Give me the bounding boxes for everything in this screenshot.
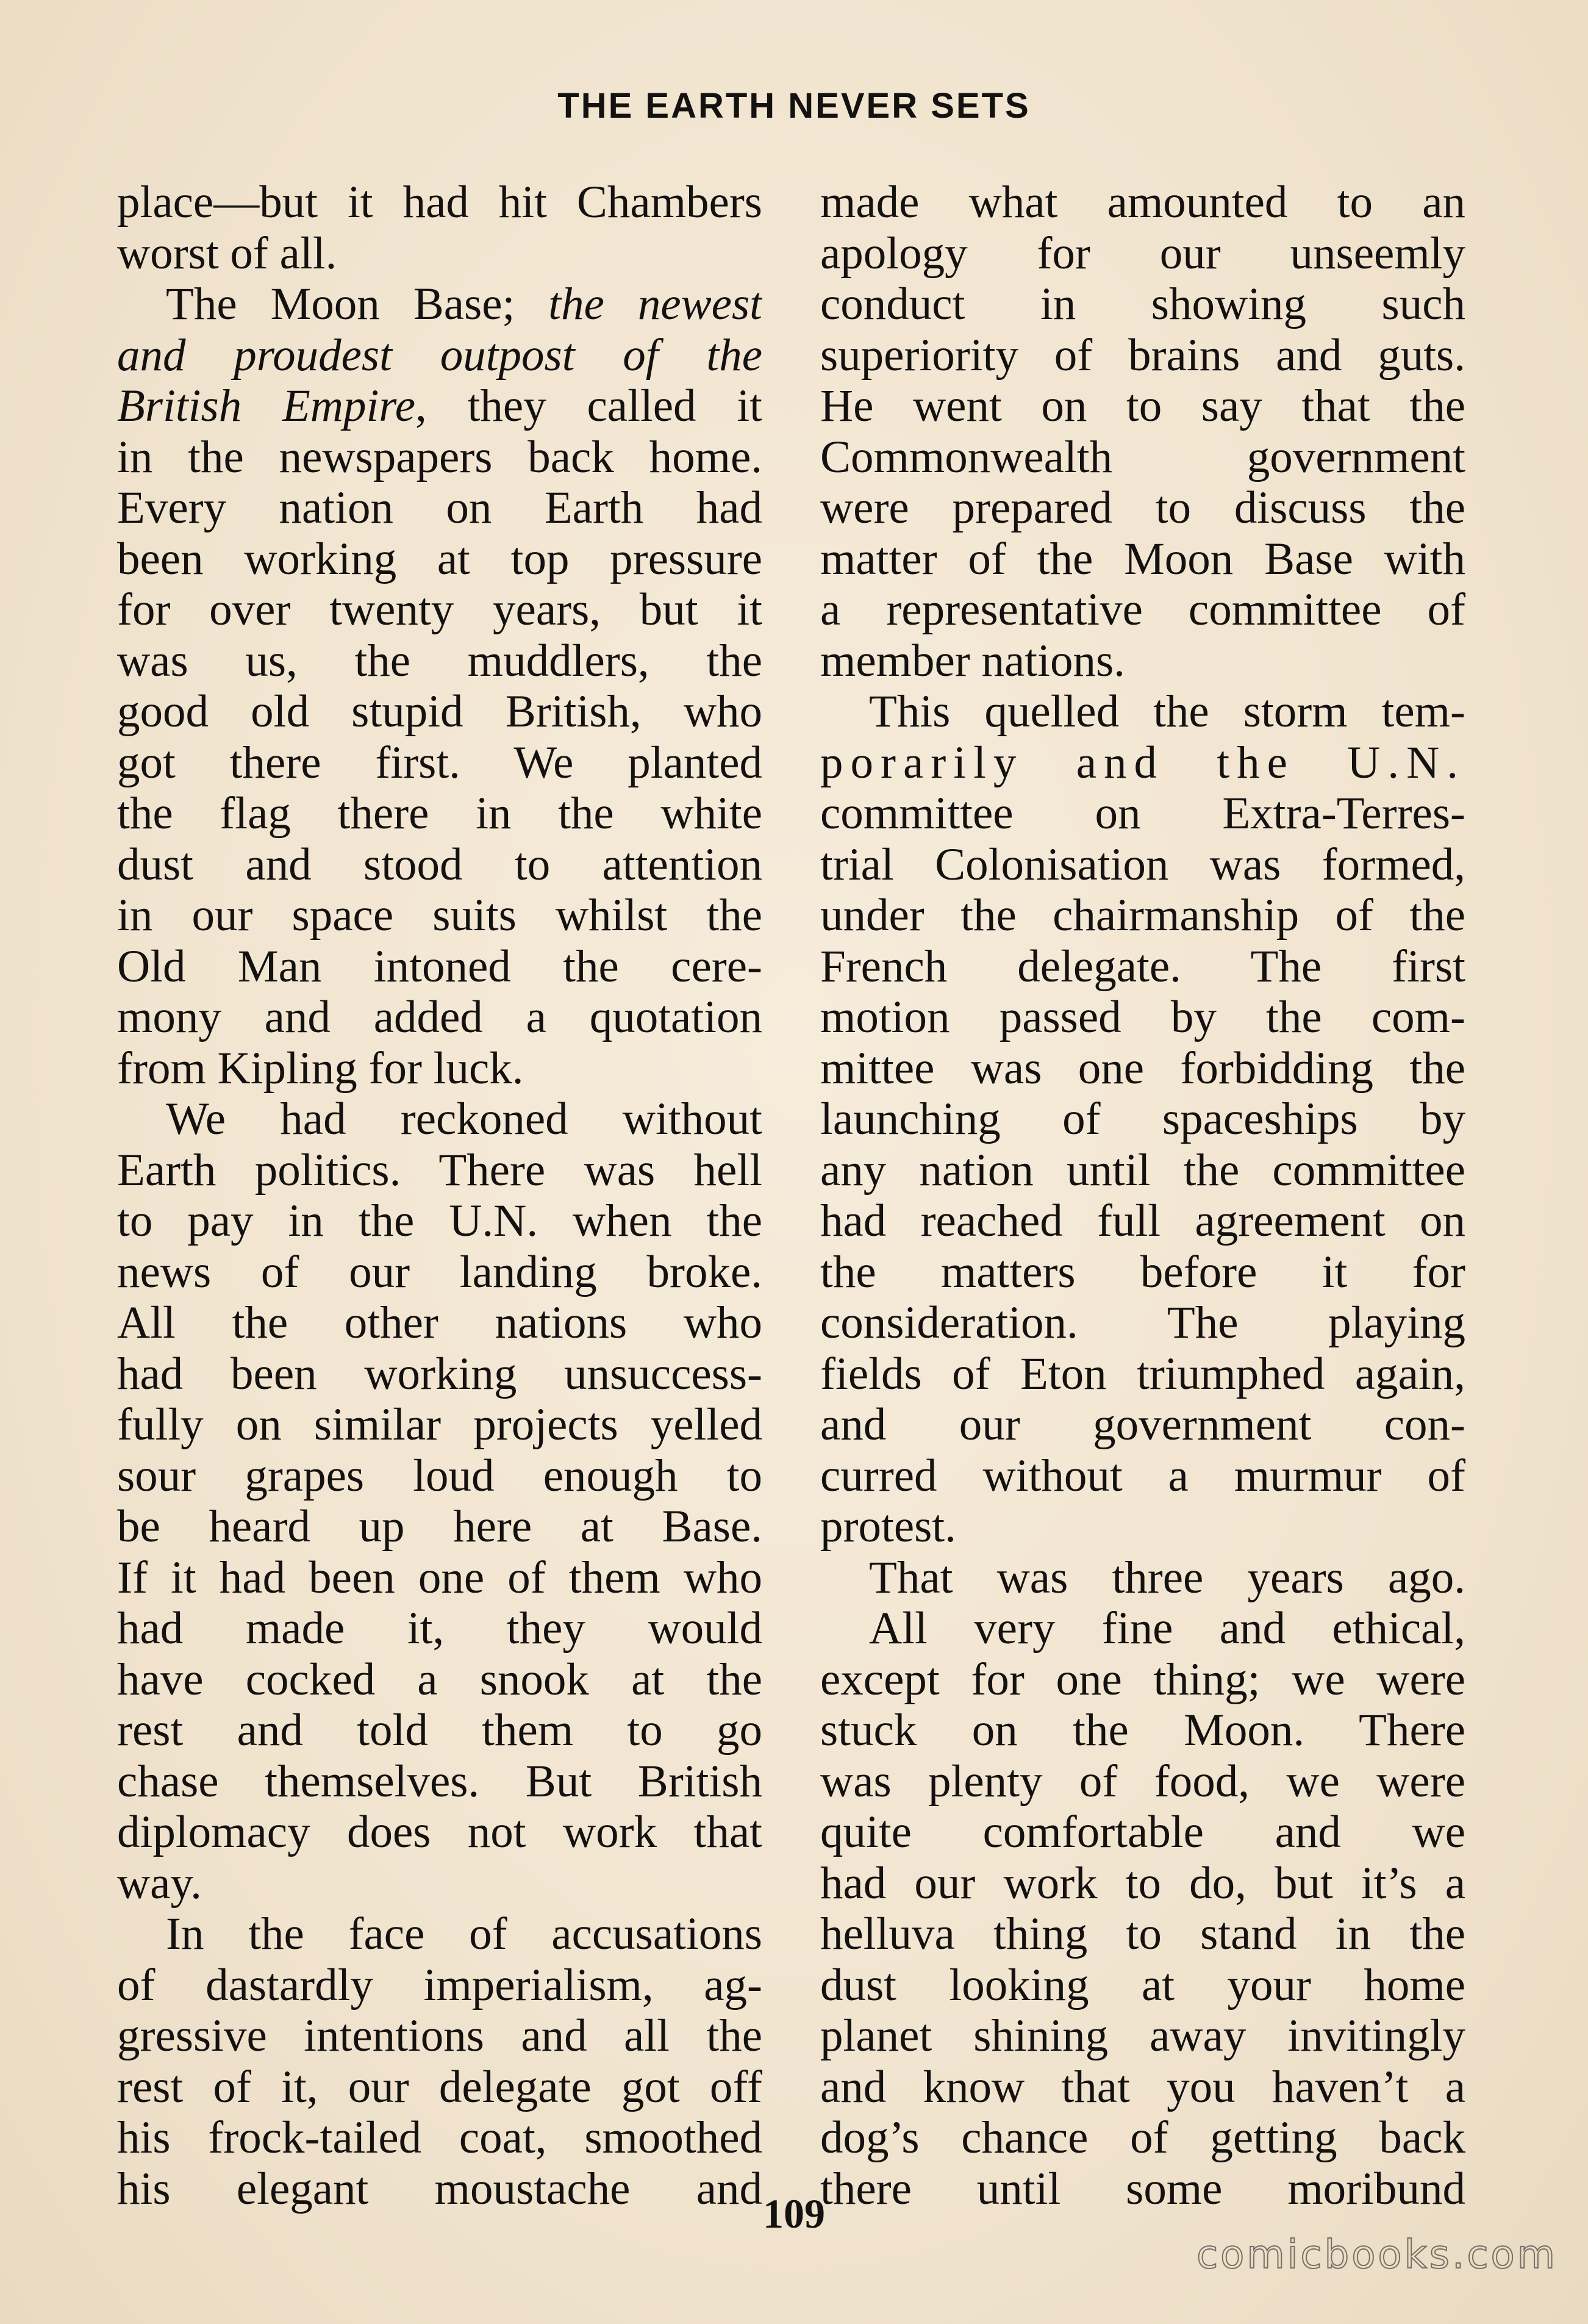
text-line: been working at top pressure bbox=[117, 533, 762, 584]
text-line: got there first. We planted bbox=[117, 737, 762, 788]
text-line: Commonwealth government bbox=[820, 431, 1465, 482]
text-line: was us, the muddlers, the bbox=[117, 635, 762, 686]
text-line: diplomacy does not work that bbox=[117, 1807, 762, 1857]
text-line: of dastardly imperialism, ag- bbox=[117, 1959, 762, 2010]
text-line: rest and told them to go bbox=[117, 1705, 762, 1756]
text-line: curred without a murmur of bbox=[820, 1450, 1465, 1501]
text-line: launching of spaceships by bbox=[820, 1094, 1465, 1144]
text-line: committee on Extra-Terres- bbox=[820, 788, 1465, 839]
text-line: member nations. bbox=[820, 635, 1125, 686]
italic-text: and proudest outpost of the bbox=[117, 329, 762, 381]
text-line: trial Colonisation was formed, bbox=[820, 839, 1465, 890]
text-line: This quelled the storm tem- bbox=[869, 686, 1465, 737]
running-title: THE EARTH NEVER SETS bbox=[557, 86, 1031, 126]
right-text-column bbox=[820, 177, 1465, 2214]
text-line: We had reckoned without bbox=[166, 1094, 762, 1144]
text-run: The Moon Base; bbox=[166, 279, 549, 329]
text-line: rest of it, our delegate got off bbox=[117, 2061, 762, 2112]
text-line: conduct in showing such bbox=[820, 279, 1465, 329]
text-line: have cocked a snook at the bbox=[117, 1654, 762, 1705]
text-line: had reached full agreement on bbox=[820, 1196, 1465, 1246]
text-line: mittee was one forbidding the bbox=[820, 1042, 1465, 1094]
watermark-logo: comicbooks.com bbox=[1196, 2233, 1558, 2278]
text-line: consideration. The playing bbox=[820, 1297, 1465, 1348]
text-line bbox=[117, 279, 762, 330]
text-line: from Kipling for luck. bbox=[117, 1042, 524, 1094]
text-line: Old Man intoned the cere- bbox=[117, 941, 762, 992]
text-line: good old stupid British, who bbox=[117, 686, 762, 737]
text-line: his frock-tailed coat, smoothed bbox=[117, 2112, 762, 2163]
text-line: worst of all. bbox=[117, 228, 337, 279]
text-line: All very fine and ethical, bbox=[869, 1603, 1465, 1654]
text-line: sour grapes loud enough to bbox=[117, 1450, 762, 1501]
text-line: had our work to do, but it’s a bbox=[820, 1857, 1465, 1909]
text-line bbox=[117, 381, 762, 432]
text-line: made what amounted to an bbox=[820, 177, 1465, 228]
text-line: were prepared to discuss the bbox=[820, 482, 1465, 533]
text-line: He went on to say that the bbox=[820, 381, 1465, 431]
text-line: dog’s chance of getting back bbox=[820, 2112, 1465, 2163]
text-line: news of our landing broke. bbox=[117, 1246, 762, 1297]
text-line: mony and added a quotation bbox=[117, 992, 762, 1042]
text-line: way. bbox=[117, 1857, 202, 1909]
text-line: be heard up here at Base. bbox=[117, 1501, 762, 1552]
text-line bbox=[117, 330, 762, 381]
italic-text: the newest bbox=[548, 279, 762, 329]
text-line: porarily and the U.N. bbox=[820, 737, 1465, 788]
text-line: had been working unsuccess- bbox=[117, 1348, 762, 1399]
text-line: in our space suits whilst the bbox=[117, 890, 762, 941]
text-line: place—but it had hit Chambers bbox=[117, 177, 762, 228]
text-line: stuck on the Moon. There bbox=[820, 1705, 1465, 1756]
text-line: gressive intentions and all the bbox=[117, 2010, 762, 2061]
text-line: was plenty of food, we were bbox=[820, 1756, 1465, 1807]
text-line: planet shining away invitingly bbox=[820, 2010, 1465, 2061]
text-line: dust looking at your home bbox=[820, 1959, 1465, 2010]
text-line: any nation until the committee bbox=[820, 1144, 1465, 1196]
text-line: apology for our unseemly bbox=[820, 228, 1465, 279]
text-line: If it had been one of them who bbox=[117, 1552, 762, 1603]
text-line: motion passed by the com- bbox=[820, 992, 1465, 1042]
text-line: Earth politics. There was hell bbox=[117, 1144, 762, 1196]
text-line: matter of the Moon Base with bbox=[820, 533, 1465, 584]
text-line: Every nation on Earth had bbox=[117, 482, 762, 533]
text-line: there until some moribund bbox=[820, 2163, 1465, 2214]
text-line: fields of Eton triumphed again, bbox=[820, 1348, 1465, 1399]
text-line: except for one thing; we were bbox=[820, 1654, 1465, 1705]
text-line: dust and stood to attention bbox=[117, 839, 762, 890]
text-line: That was three years ago. bbox=[869, 1552, 1465, 1603]
text-line: a representative committee of bbox=[820, 584, 1465, 635]
text-line: All the other nations who bbox=[117, 1297, 762, 1348]
page-number: 109 bbox=[763, 2190, 825, 2237]
text-run: , they called it bbox=[415, 381, 762, 431]
left-text-column bbox=[117, 177, 762, 2214]
text-line: fully on similar projects yelled bbox=[117, 1399, 762, 1450]
text-line: the matters before it for bbox=[820, 1246, 1465, 1297]
text-line: under the chairmanship of the bbox=[820, 890, 1465, 941]
text-line: to pay in the U.N. when the bbox=[117, 1196, 762, 1246]
text-line: his elegant moustache and bbox=[117, 2163, 762, 2214]
text-line: quite comfortable and we bbox=[820, 1807, 1465, 1857]
text-line: for over twenty years, but it bbox=[117, 584, 762, 635]
text-line: had made it, they would bbox=[117, 1603, 762, 1654]
text-line: and our government con- bbox=[820, 1399, 1465, 1450]
text-line: superiority of brains and guts. bbox=[820, 329, 1465, 381]
text-line: and know that you haven’t a bbox=[820, 2061, 1465, 2112]
italic-text: British Empire bbox=[117, 381, 416, 431]
text-line: helluva thing to stand in the bbox=[820, 1909, 1465, 1959]
text-line: in the newspapers back home. bbox=[117, 431, 762, 482]
text-line: protest. bbox=[820, 1501, 956, 1552]
text-line: In the face of accusations bbox=[166, 1909, 762, 1959]
text-line: chase themselves. But British bbox=[117, 1756, 762, 1807]
text-line: French delegate. The first bbox=[820, 941, 1465, 992]
text-line: the flag there in the white bbox=[117, 788, 762, 839]
